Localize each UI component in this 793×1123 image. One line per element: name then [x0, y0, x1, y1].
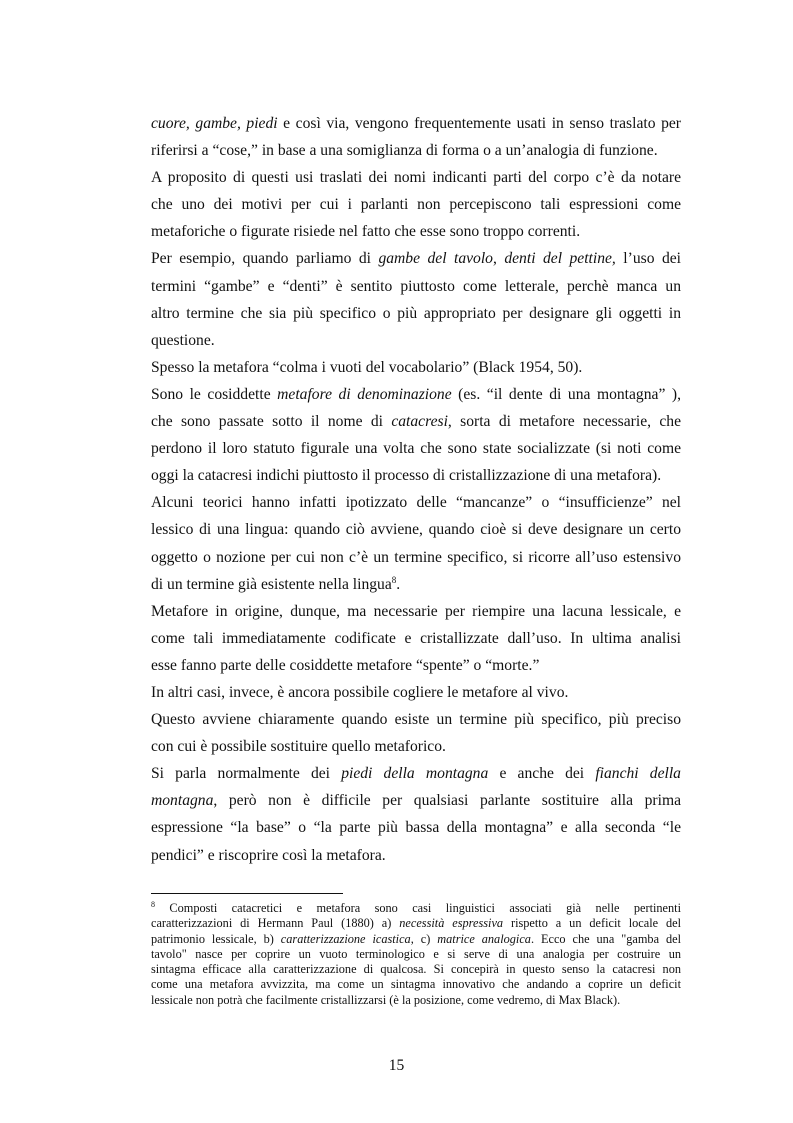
- paragraph: [151, 381, 681, 489]
- paragraph: Spesso la metafora “colma i vuoti del vocabolario” (Black 1954, 50).: [151, 358, 583, 376]
- footnote-line: come una metafora avvizzita, ma come un sintagma innovativo che andando a coprire un deficit: [151, 977, 681, 992]
- paragraph: In altri casi, invece, è ancora possibile cogliere le metafore al vivo.: [151, 683, 569, 701]
- text-line: [151, 787, 681, 814]
- text-span: e anche dei: [488, 765, 596, 783]
- paragraph: [151, 489, 681, 597]
- text-line: [151, 760, 681, 787]
- text-line: Alcuni teorici hanno infatti ipotizzato delle “mancanze” o “insufficienze” nel: [151, 494, 681, 512]
- page-number: 15: [388, 1057, 405, 1074]
- footnote: [151, 901, 681, 1008]
- paragraph: [151, 110, 681, 164]
- italic-text: cuore, gambe, piedi: [151, 115, 278, 132]
- footnote-line: [151, 932, 681, 947]
- paragraph: [151, 706, 681, 760]
- text-span: , c): [410, 931, 438, 946]
- text-span: caratterizzazioni di Hermann Paul (1880) a): [151, 916, 400, 931]
- text-line: oggi la catacresi indichi piuttosto il processo di cristallizzazione di una metafora).: [151, 467, 662, 485]
- italic-text: necessità espressiva: [399, 916, 504, 931]
- italic-text: piedi della montagna: [341, 765, 489, 783]
- text-span: di un termine già esistente nella lingua: [151, 575, 392, 593]
- text-span: rispetto a un deficit locale del: [503, 916, 682, 931]
- text-line: e così via, vengono frequentemente usati in senso traslato per: [277, 115, 681, 132]
- paragraph: [151, 598, 681, 679]
- paragraph: [151, 245, 681, 353]
- text-line: espressione “la base” o “la parte più bassa della montagna” e alla seconda “le: [151, 819, 681, 837]
- footnote-line: tavolo" nasce per coprire un vuoto terminologico e si serve di una analogia per costruire un: [151, 946, 681, 961]
- text-line: Metafore in origine, dunque, ma necessarie per riempire una lacuna lessicale, e: [151, 602, 681, 620]
- text-span: . Ecco che una "gamba del: [530, 931, 682, 946]
- text-span: Composti catacretici e metafora sono casi linguistici associati già nelle pertinenti: [155, 901, 681, 915]
- text-line: termini “gambe” e “denti” è sentito piuttosto come letterale, perchè manca un: [151, 277, 681, 295]
- italic-text: catacresi: [391, 413, 448, 431]
- footnote-line: lessicale non potrà che facilmente cristallizzarsi (è la posizione, come vedremo, di Max Black).: [151, 992, 621, 1007]
- text-line: oggetto o nozione per cui non c’è un termine specifico, si ricorre all’uso estensivo: [151, 548, 681, 566]
- text-span: .: [396, 575, 401, 593]
- italic-text: fianchi della: [595, 765, 681, 783]
- text-span: (es. “il dente di una montagna” ),: [451, 385, 681, 403]
- italic-text: matrice analogica: [437, 931, 531, 946]
- text-line: [151, 571, 681, 598]
- text-line: Questo avviene chiaramente quando esiste un termine più specifico, più preciso: [151, 711, 681, 729]
- text-line: [151, 245, 681, 272]
- body-text: [151, 110, 681, 869]
- text-line: [151, 408, 681, 435]
- footnote-line: [151, 901, 681, 916]
- text-line: esse fanno parte delle cosiddette metafore “spente” o “morte.”: [151, 656, 540, 674]
- text-span: ,: [492, 250, 505, 268]
- paragraph: [151, 164, 681, 245]
- text-line: lessico di una lingua: quando ciò avviene, quando cioè si deve designare un certo: [151, 521, 681, 539]
- text-line: perdono il loro statuto figurale una volta che sono state socializzate (si noti come: [151, 440, 681, 458]
- footnote-separator: [151, 893, 343, 894]
- italic-text: gambe del tavolo: [378, 250, 493, 268]
- footnote-reference[interactable]: 8: [391, 574, 397, 585]
- text-line: [151, 381, 681, 408]
- italic-text: caratterizzazione icastica: [280, 931, 411, 946]
- text-line: A proposito di questi usi traslati dei nomi indicanti parti del corpo c’è da notare: [151, 169, 681, 187]
- text-line: come tali immediatamente codificate e cristallizzate dall’uso. In ultima analisi: [151, 629, 681, 647]
- text-span: Per esempio, quando parliamo di: [151, 250, 379, 268]
- italic-text: montagna: [151, 792, 214, 810]
- text-line: questione.: [151, 331, 215, 349]
- text-line: con cui è possibile sostituire quello metaforico.: [151, 738, 446, 756]
- footnote-line: sintagma efficace alla caratterizzazione di qualcosa. Si concepirà in questo senso la catacresi non: [151, 962, 681, 977]
- text-span: l’uso dei: [615, 250, 682, 268]
- footnote-number: 8: [151, 900, 155, 909]
- paragraph: [151, 760, 681, 868]
- text-line: pendici” e riscoprire così la metafora.: [151, 846, 386, 864]
- text-span: che sono passate sotto il nome di: [151, 413, 392, 431]
- text-line: metaforiche o figurate risiede nel fatto che esse sono troppo correnti.: [151, 223, 581, 241]
- text-line: altro termine che sia più specifico o più appropriato per designare gli oggetti in: [151, 304, 681, 322]
- footnote-line: [151, 916, 681, 931]
- text-span: , sorta di metafore necessarie, che: [447, 413, 682, 431]
- text-span: , però non è difficile per qualsiasi parlante sostituire alla prima: [213, 792, 681, 810]
- italic-text: metafore di denominazione: [277, 385, 452, 403]
- text-span: patrimonio lessicale, b): [151, 931, 281, 946]
- text-line: che uno dei motivi per cui i parlanti non percepiscono tali espressioni come: [151, 196, 681, 214]
- italic-text: denti del pettine,: [504, 250, 616, 268]
- text-span: Si parla normalmente dei: [151, 765, 342, 783]
- text-span: Sono le cosiddette: [151, 385, 278, 403]
- text-line: riferirsi a “cose,” in base a una somiglianza di forma o a un’analogia di funzione.: [151, 142, 658, 160]
